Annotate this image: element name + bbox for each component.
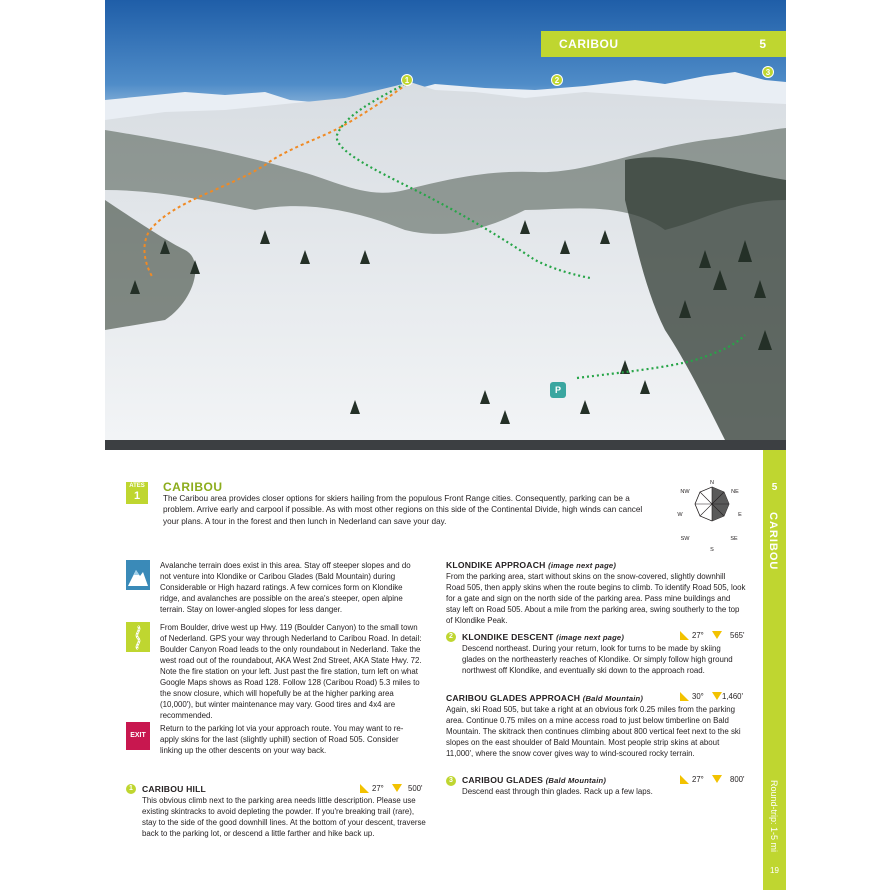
- caribou-glades-text: Descend east through thin glades. Rack up a few laps.: [462, 787, 653, 796]
- descent-number-1: 1: [126, 784, 136, 794]
- route-marker-3: 3: [762, 66, 774, 78]
- rose-label-n: N: [710, 480, 714, 486]
- caribou-glades-heading: [462, 775, 606, 785]
- route-marker-2: 2: [551, 74, 563, 86]
- vertical-drop-icon: [392, 784, 402, 792]
- glades-approach-note: (Bald Mountain): [582, 694, 644, 703]
- aspect-rose: [672, 478, 752, 556]
- ates-label: ATES: [129, 483, 145, 489]
- klondike-descent-stats: [680, 631, 760, 643]
- klondike-approach-title: KLONDIKE APPROACH: [446, 560, 546, 570]
- glades-approach-text: Again, ski Road 505, but take a right at an obvious fork 0.25 miles from the parking area. Continue 0.75 miles on a mine access road to just below timberline on Bald Mountain. The skitrack then continues climbing about 800 vertical feet next to the ski slopes on the east shoulder of Bald Mountain. Most people strip skins at about 11,000', where the snow cover gives way to wind-scoured rocky terrain.: [446, 705, 741, 758]
- caribou-hill-text: This obvious climb next to the parking area needs little description. Please use existing skintracks to avoid depleting the powder. If you're breaking trail (rare), stay to the side of the good downhill lines. At the bottom of your descent, traverse back to the parking lot, or descend a little farther and hike back up.: [142, 796, 426, 838]
- caribou-glades-title: CARIBOU GLADES: [462, 775, 544, 785]
- side-tab-number: 5: [771, 482, 778, 493]
- descent-number-2: 2: [446, 632, 456, 642]
- caribou-hill-title: CARIBOU HILL: [142, 784, 206, 794]
- page-number: 19: [770, 866, 779, 875]
- glades-approach-vert: 1,460': [722, 692, 743, 701]
- glades-approach-angle: 30°: [692, 692, 704, 701]
- vertical-drop-icon: [712, 631, 722, 639]
- klondike-descent-text: Descend northeast. During your return, look for turns to be made by skiing glades on the northeasterly reaches of Klondike. Or simply follow high ground northwest off Klondike, and eventually ski down to the approach road.: [462, 644, 733, 675]
- rose-label-nw: NW: [680, 489, 690, 495]
- side-tab-name: CARIBOU: [767, 512, 779, 571]
- glades-approach-title: CARIBOU GLADES APPROACH: [446, 693, 581, 703]
- rose-label-se: SE: [730, 536, 738, 542]
- route-marker-1: 1: [401, 74, 413, 86]
- klondike-descent-angle: 27°: [692, 631, 704, 640]
- slope-angle-icon: [360, 784, 369, 793]
- slope-angle-icon: [680, 631, 689, 640]
- ates-badge: [126, 482, 148, 504]
- caribou-glades-angle: 27°: [692, 775, 704, 784]
- avalanche-paragraph: Avalanche terrain does exist in this area. Stay off steeper slopes and do not venture into Klondike or Caribou Glades (Bald Mountain) during Considerable or High hazard ratings. A few cornices form on Klondike ridge, and avalanches are possible on the area's steeper, open alpine terrain. Stay on lower-angled slopes for less danger.: [160, 561, 411, 614]
- banner-title: CARIBOU: [559, 37, 619, 51]
- directions-paragraph: From Boulder, drive west up Hwy. 119 (Boulder Canyon) to the small town of Nederland. GPS your way through Nederland to Caribou Road. In detail: Boulder Canyon Road leads to the only roundabout in Nederland. Take the west road out of the roundabout, AKA West 2nd Street, AKA State Hwy. 72. Note the fire station on your left. Just past the fire station, turn left on what Google Maps shows as Road 128. Follow 128 (Caribou Road) 5.3 miles to the snow closure, which will hopefully be at the higher parking area (10,000'), but winter maintenance may vary. Good tires and 4x4 are recommended.: [160, 623, 422, 720]
- roundtrip-label: Round-trip: 1-5 mi: [769, 780, 779, 853]
- klondike-descent-title: KLONDIKE DESCENT: [462, 632, 554, 642]
- descent-number-3: 3: [446, 776, 456, 786]
- rose-label-e: E: [738, 512, 742, 518]
- road-sign-icon: [126, 622, 150, 652]
- klondike-descent-note: (image next page): [556, 633, 625, 642]
- slope-angle-icon: [680, 775, 689, 784]
- klondike-approach-text: From the parking area, start without skins on the snow-covered, slightly downhill Road 505, then apply skins when the route begins to climb. To identify Road 505, look for a gate and sign on the north side of the parking area. Pass mine buildings and stay left on Road 505. About a mile from the parking area, swing southerly to the top of Klondike Peak.: [446, 572, 746, 625]
- ates-value: 1: [133, 490, 141, 502]
- aerial-photo-scene: [105, 0, 786, 440]
- glades-approach-stats: [680, 692, 762, 704]
- rose-label-s: S: [710, 547, 714, 553]
- klondike-descent-vert: 565': [730, 631, 745, 640]
- section-title: CARIBOU: [163, 480, 223, 494]
- rose-label-ne: NE: [731, 489, 739, 495]
- banner-number: 5: [759, 37, 766, 51]
- exit-label: EXIT: [130, 732, 146, 739]
- intro-paragraph: The Caribou area provides closer options for skiers hailing from the populous Front Range cities. Consequently, parking can be a problem. Arrive early and carpool if possible. As with most other regions on this side of the Continental Divide, high winds can cancel your plans. A tour in the forest and then lunch in Nederland can save your day.: [163, 494, 643, 526]
- mountain-icon: [126, 560, 150, 590]
- vertical-drop-icon: [712, 775, 722, 783]
- parking-icon: P: [550, 382, 566, 398]
- caribou-glades-note: (Bald Mountain): [545, 776, 607, 785]
- vertical-drop-icon: [712, 692, 722, 700]
- aerial-photo: [105, 0, 786, 440]
- caribou-glades-vert: 800': [730, 775, 745, 784]
- title-banner: [541, 31, 786, 57]
- exit-paragraph: Return to the parking lot via your approach route. You may want to re-apply skins for the last (slightly uphill) section of Road 505. Consider linking up the other descents on your way back.: [160, 724, 404, 755]
- photo-bottom-strip: [105, 440, 786, 450]
- glades-approach-heading: [446, 693, 643, 703]
- klondike-approach-heading: [446, 560, 616, 570]
- klondike-descent-heading: [462, 632, 624, 642]
- exit-icon: [126, 722, 150, 750]
- caribou-hill-angle: 27°: [372, 784, 384, 793]
- klondike-approach-note: (image next page): [548, 561, 617, 570]
- rose-label-w: W: [677, 512, 683, 518]
- slope-angle-icon: [680, 692, 689, 701]
- caribou-hill-vert: 500': [408, 784, 423, 793]
- rose-label-sw: SW: [680, 536, 690, 542]
